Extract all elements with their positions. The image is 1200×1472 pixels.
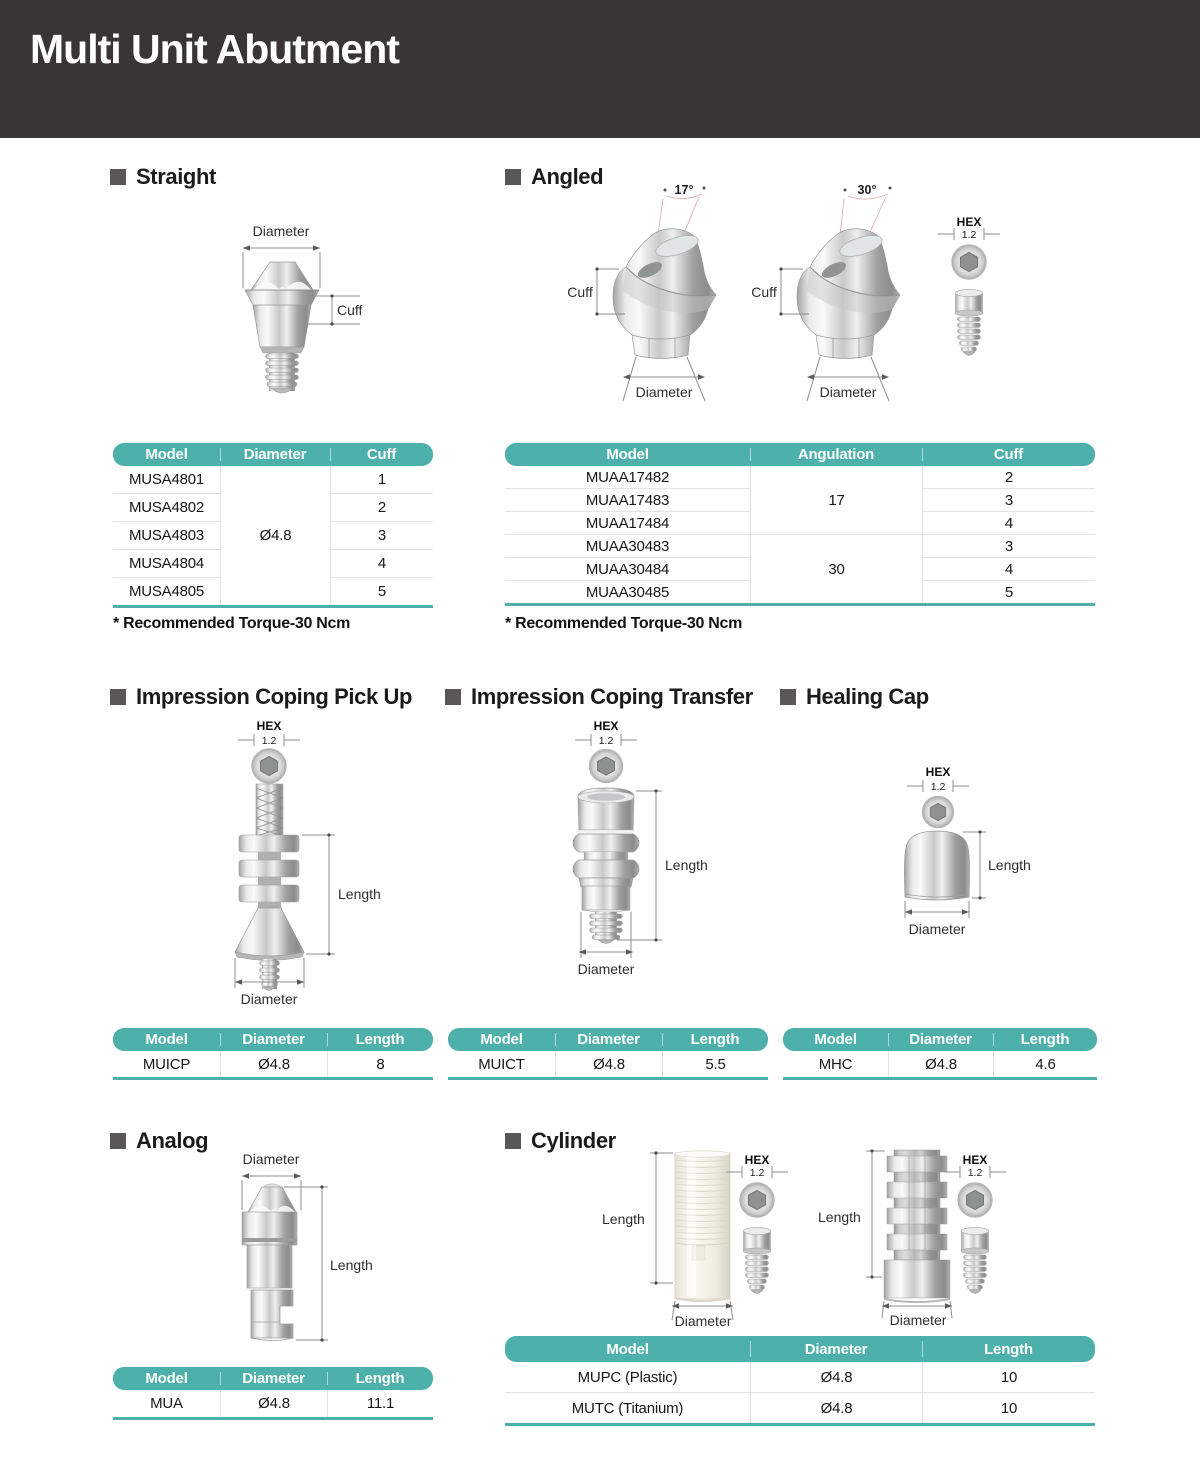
model-cell: MUSA4802 — [113, 493, 220, 521]
table-row — [783, 1051, 1097, 1077]
healing-table — [783, 1028, 1097, 1080]
column-header: Model — [113, 443, 220, 466]
hex-label: HEX — [256, 719, 282, 733]
column-header: Length — [327, 1028, 433, 1051]
cuff-label: Cuff — [751, 284, 777, 300]
diameter-cell: Ø4.8 — [220, 1051, 327, 1077]
section-title: Angled — [531, 164, 604, 189]
column-header: Diameter — [220, 1028, 327, 1051]
cuff-cell: 3 — [922, 488, 1095, 511]
diameter-label: Diameter — [242, 1151, 300, 1167]
page-header — [0, 0, 1200, 138]
angle-label: 17° — [674, 183, 694, 197]
hex-size-label: 1.2 — [261, 735, 277, 747]
section-title: Impression Coping Transfer — [471, 684, 753, 709]
table-row — [448, 1051, 768, 1077]
hex-driver-screw-diagram — [722, 1150, 792, 1310]
cuff-cell: 5 — [330, 577, 433, 605]
model-cell: MUAA30483 — [505, 534, 750, 557]
column-header: Model — [113, 1028, 220, 1051]
length-cell: 8 — [327, 1051, 433, 1077]
table-row — [113, 1390, 433, 1417]
diameter-cell: Ø4.8 — [750, 1362, 922, 1392]
transfer-table — [448, 1028, 768, 1080]
angle-label: 30° — [857, 183, 877, 197]
healing-cap-diagram — [868, 752, 1043, 947]
pickup-coping-diagram — [172, 718, 402, 1008]
table-row — [505, 1362, 1095, 1392]
length-label: Length — [338, 886, 381, 902]
column-header: Cuff — [922, 443, 1095, 466]
transfer-coping-diagram — [505, 718, 735, 983]
cylinder-table — [505, 1336, 1095, 1426]
column-header: Diameter — [750, 1336, 922, 1362]
section-heading-transfer — [445, 684, 753, 710]
section-heading-straight — [110, 164, 216, 190]
hex-driver-screw-diagram — [940, 1150, 1010, 1310]
square-bullet-icon — [110, 169, 126, 185]
column-header: Length — [922, 1336, 1095, 1362]
hex-size-label: 1.2 — [961, 229, 977, 241]
length-cell: 4.6 — [993, 1051, 1097, 1077]
column-header: Model — [505, 443, 750, 466]
page-title: Multi Unit Abutment — [30, 26, 399, 72]
cuff-label: Cuff — [567, 284, 593, 300]
diameter-cell: Ø4.8 — [888, 1051, 993, 1077]
analog-table — [113, 1367, 433, 1420]
cuff-cell: 2 — [922, 466, 1095, 488]
length-cell: 11.1 — [327, 1390, 433, 1417]
table-row — [505, 1392, 1095, 1423]
section-title: Straight — [136, 164, 216, 189]
diameter-label: Diameter — [889, 1312, 947, 1328]
section-heading-healing — [780, 684, 929, 710]
torque-note: * Recommended Torque-30 Ncm — [113, 615, 350, 632]
section-title: Healing Cap — [806, 684, 929, 709]
length-label: Length — [330, 1257, 373, 1273]
length-label: Length — [988, 857, 1031, 873]
model-cell: MUTC (Titanium) — [505, 1392, 750, 1423]
diameter-cell: Ø4.8 — [220, 466, 330, 605]
length-cell: 10 — [922, 1392, 1095, 1423]
cuff-cell: 4 — [330, 549, 433, 577]
column-header: Length — [993, 1028, 1097, 1051]
diameter-cell: Ø4.8 — [750, 1392, 922, 1423]
section-title: Impression Coping Pick Up — [136, 684, 413, 709]
hex-label: HEX — [593, 719, 619, 733]
model-cell: MUAA17482 — [505, 466, 750, 488]
diameter-label: Diameter — [577, 961, 635, 977]
column-header: Diameter — [220, 1367, 327, 1390]
cuff-cell: 3 — [330, 521, 433, 549]
diameter-label: Diameter — [252, 223, 310, 239]
torque-note: * Recommended Torque-30 Ncm — [505, 615, 742, 632]
model-cell: MUICT — [448, 1051, 555, 1077]
section-heading-pickup — [110, 684, 412, 710]
length-label: Length — [602, 1211, 645, 1227]
model-cell: MUAA17483 — [505, 488, 750, 511]
table-row — [505, 534, 1095, 557]
angulation-cell: 30 — [750, 534, 922, 603]
hex-label: HEX — [925, 765, 951, 779]
model-cell: MUSA4805 — [113, 577, 220, 605]
cuff-cell: 4 — [922, 557, 1095, 580]
hex-size-label: 1.2 — [749, 1167, 765, 1179]
column-header: Model — [113, 1367, 220, 1390]
cuff-cell: 2 — [330, 493, 433, 521]
column-header: Angulation — [750, 443, 922, 466]
square-bullet-icon — [505, 169, 521, 185]
angulation-cell: 17 — [750, 466, 922, 534]
column-header: Model — [505, 1336, 750, 1362]
length-cell: 10 — [922, 1362, 1095, 1392]
column-header: Length — [327, 1367, 433, 1390]
hex-driver-screw-diagram — [934, 212, 1004, 372]
angled-abutment-17-diagram — [553, 175, 763, 425]
length-label: Length — [818, 1209, 861, 1225]
square-bullet-icon — [505, 1133, 521, 1149]
angled-table — [505, 443, 1095, 606]
square-bullet-icon — [445, 689, 461, 705]
pickup-table — [113, 1028, 433, 1080]
model-cell: MUAA30485 — [505, 580, 750, 603]
model-cell: MUSA4803 — [113, 521, 220, 549]
hex-size-label: 1.2 — [598, 735, 614, 747]
straight-table — [113, 443, 433, 608]
hex-label: HEX — [744, 1153, 770, 1167]
column-header: Diameter — [888, 1028, 993, 1051]
table-row — [113, 466, 433, 493]
cuff-label: Cuff — [337, 302, 363, 318]
table-row — [113, 1051, 433, 1077]
square-bullet-icon — [110, 689, 126, 705]
square-bullet-icon — [110, 1133, 126, 1149]
diameter-label: Diameter — [819, 384, 877, 400]
column-header: Diameter — [220, 443, 330, 466]
column-header: Diameter — [555, 1028, 662, 1051]
column-header: Model — [783, 1028, 888, 1051]
hex-size-label: 1.2 — [930, 781, 946, 793]
analog-diagram — [160, 1150, 405, 1380]
diameter-label: Diameter — [240, 991, 298, 1007]
diameter-label: Diameter — [635, 384, 693, 400]
section-title: Cylinder — [531, 1128, 616, 1153]
cuff-cell: 1 — [330, 466, 433, 493]
column-header: Length — [662, 1028, 768, 1051]
diameter-cell: Ø4.8 — [220, 1390, 327, 1417]
model-cell: MUICP — [113, 1051, 220, 1077]
cuff-cell: 3 — [922, 534, 1095, 557]
column-header: Cuff — [330, 443, 433, 466]
hex-label: HEX — [956, 215, 982, 229]
angled-abutment-30-diagram — [737, 175, 947, 425]
length-label: Length — [665, 857, 708, 873]
section-title: Analog — [136, 1128, 209, 1153]
model-cell: MUSA4804 — [113, 549, 220, 577]
column-header: Model — [448, 1028, 555, 1051]
cuff-cell: 4 — [922, 511, 1095, 534]
square-bullet-icon — [780, 689, 796, 705]
model-cell: MUPC (Plastic) — [505, 1362, 750, 1392]
model-cell: MHC — [783, 1051, 888, 1077]
model-cell: MUA — [113, 1390, 220, 1417]
model-cell: MUSA4801 — [113, 466, 220, 493]
straight-abutment-diagram — [162, 222, 402, 412]
model-cell: MUAA30484 — [505, 557, 750, 580]
hex-label: HEX — [962, 1153, 988, 1167]
diameter-label: Diameter — [674, 1313, 732, 1329]
table-row — [505, 466, 1095, 488]
hex-size-label: 1.2 — [967, 1167, 983, 1179]
model-cell: MUAA17484 — [505, 511, 750, 534]
diameter-cell: Ø4.8 — [555, 1051, 662, 1077]
cuff-cell: 5 — [922, 580, 1095, 603]
diameter-label: Diameter — [908, 921, 966, 937]
length-cell: 5.5 — [662, 1051, 768, 1077]
